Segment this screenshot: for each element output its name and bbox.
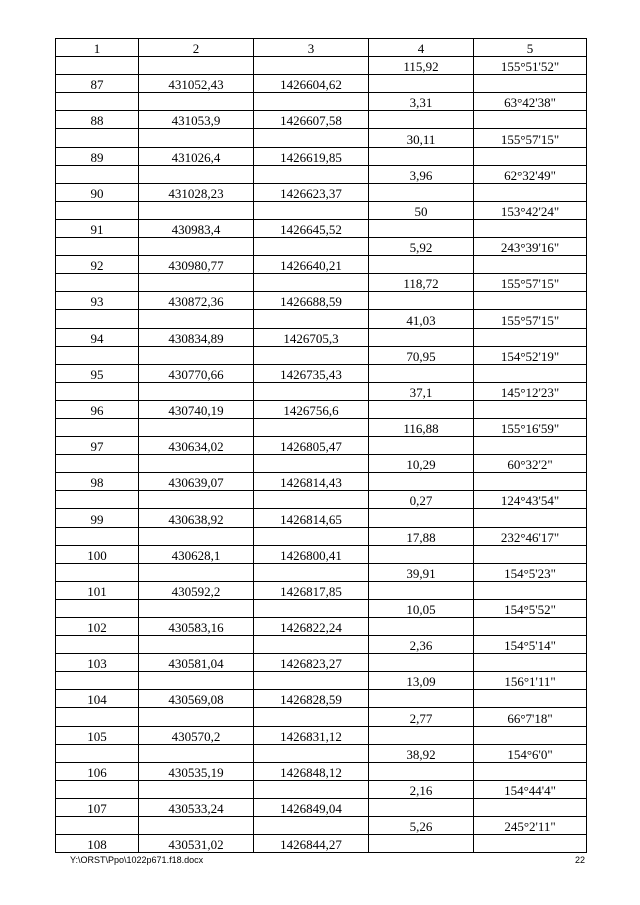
table-cell <box>139 563 254 581</box>
table-row <box>56 835 587 853</box>
table-cell: 155°51'52" <box>474 57 587 75</box>
table-row <box>56 274 587 292</box>
table-row <box>56 437 587 455</box>
table-cell <box>369 762 474 780</box>
table-cell: 1426844,27 <box>254 835 369 853</box>
table-cell <box>369 75 474 93</box>
table-cell <box>369 147 474 165</box>
table-row <box>56 690 587 708</box>
table-row <box>56 473 587 491</box>
table-cell <box>369 111 474 129</box>
table-row <box>56 328 587 346</box>
table-cell: 1426623,37 <box>254 183 369 201</box>
table-cell: 430872,36 <box>139 292 254 310</box>
table-cell: 60°32'2" <box>474 455 587 473</box>
table-cell: 243°39'16" <box>474 238 587 256</box>
table-cell <box>56 418 139 436</box>
table-cell <box>56 527 139 545</box>
table-cell: 10,05 <box>369 599 474 617</box>
table-row <box>56 509 587 527</box>
table-cell: 88 <box>56 111 139 129</box>
table-cell <box>369 835 474 853</box>
table-cell: 3,96 <box>369 165 474 183</box>
table-cell: 5,26 <box>369 817 474 835</box>
table-cell: 39,91 <box>369 563 474 581</box>
table-cell <box>56 129 139 147</box>
table-cell: 95 <box>56 364 139 382</box>
table-cell <box>369 400 474 418</box>
table-cell: 154°5'52" <box>474 599 587 617</box>
table-cell <box>56 310 139 328</box>
table-cell <box>139 418 254 436</box>
table-cell: 106 <box>56 762 139 780</box>
table-cell <box>254 129 369 147</box>
table-cell: 124°43'54" <box>474 491 587 509</box>
table-cell <box>474 726 587 744</box>
table-cell <box>139 274 254 292</box>
table-row <box>56 93 587 111</box>
table-cell: 1426645,52 <box>254 219 369 237</box>
table-cell <box>139 310 254 328</box>
table-cell <box>139 744 254 762</box>
table-cell <box>254 636 369 654</box>
table-cell <box>139 165 254 183</box>
table-header-row <box>56 39 587 57</box>
table-cell: 145°12'23" <box>474 382 587 400</box>
table-cell: 93 <box>56 292 139 310</box>
table-cell <box>139 672 254 690</box>
table-cell: 90 <box>56 183 139 201</box>
table-cell <box>139 527 254 545</box>
table-cell <box>474 545 587 563</box>
table-cell: 153°42'24" <box>474 201 587 219</box>
table-cell <box>474 618 587 636</box>
table-cell: 99 <box>56 509 139 527</box>
table-row <box>56 581 587 599</box>
table-cell: 154°52'19" <box>474 346 587 364</box>
table-cell <box>56 599 139 617</box>
table-cell <box>56 93 139 111</box>
table-row <box>56 382 587 400</box>
table-cell: 3,31 <box>369 93 474 111</box>
table-cell <box>254 346 369 364</box>
table-cell <box>254 527 369 545</box>
table-cell <box>139 817 254 835</box>
table-cell: 104 <box>56 690 139 708</box>
table-cell: 154°5'23" <box>474 563 587 581</box>
table-cell: 50 <box>369 201 474 219</box>
table-cell: 156°1'11" <box>474 672 587 690</box>
header-cell: 5 <box>474 39 587 57</box>
table-cell: 1426800,41 <box>254 545 369 563</box>
table-cell: 116,88 <box>369 418 474 436</box>
table-cell: 1426805,47 <box>254 437 369 455</box>
table-row <box>56 744 587 762</box>
table-cell <box>139 491 254 509</box>
table-row <box>56 238 587 256</box>
table-cell <box>56 672 139 690</box>
table-cell <box>254 310 369 328</box>
table-cell <box>369 618 474 636</box>
table-cell: 30,11 <box>369 129 474 147</box>
table-cell <box>369 798 474 816</box>
table-cell: 430834,89 <box>139 328 254 346</box>
table-cell: 107 <box>56 798 139 816</box>
table-cell: 10,29 <box>369 455 474 473</box>
table-cell: 430533,24 <box>139 798 254 816</box>
table-cell <box>474 762 587 780</box>
table-cell <box>139 708 254 726</box>
table-cell <box>254 817 369 835</box>
table-row <box>56 75 587 93</box>
table-cell: 155°57'15" <box>474 310 587 328</box>
table-row <box>56 147 587 165</box>
table-cell <box>139 201 254 219</box>
table-cell: 154°6'0" <box>474 744 587 762</box>
table-cell: 98 <box>56 473 139 491</box>
table-cell <box>139 129 254 147</box>
table-row <box>56 708 587 726</box>
table-cell <box>254 491 369 509</box>
table-cell <box>56 238 139 256</box>
table-cell <box>369 654 474 672</box>
table-cell <box>474 328 587 346</box>
table-cell <box>474 75 587 93</box>
table-cell: 115,92 <box>369 57 474 75</box>
table-cell: 1426756,6 <box>254 400 369 418</box>
table-cell <box>474 219 587 237</box>
table-cell <box>474 509 587 527</box>
table-cell: 154°44'4" <box>474 780 587 798</box>
table-cell <box>474 690 587 708</box>
table-cell: 105 <box>56 726 139 744</box>
table-row <box>56 527 587 545</box>
table-cell <box>474 292 587 310</box>
table-cell: 1426619,85 <box>254 147 369 165</box>
table-cell <box>474 183 587 201</box>
table-row <box>56 292 587 310</box>
table-cell <box>369 509 474 527</box>
table-cell <box>254 744 369 762</box>
table-cell: 430569,08 <box>139 690 254 708</box>
table-cell <box>139 636 254 654</box>
table-cell <box>369 726 474 744</box>
table-cell: 1426688,59 <box>254 292 369 310</box>
table-cell: 70,95 <box>369 346 474 364</box>
table-cell: 430628,1 <box>139 545 254 563</box>
table-cell <box>254 599 369 617</box>
table-cell <box>56 563 139 581</box>
table-cell: 430770,66 <box>139 364 254 382</box>
table-cell <box>474 147 587 165</box>
table-cell <box>369 183 474 201</box>
table-row <box>56 219 587 237</box>
table-cell <box>56 744 139 762</box>
table-cell <box>56 382 139 400</box>
table-cell <box>254 57 369 75</box>
table-cell <box>369 581 474 599</box>
table-row <box>56 256 587 274</box>
table-row <box>56 111 587 129</box>
table-cell: 0,27 <box>369 491 474 509</box>
table-cell <box>369 256 474 274</box>
table-row <box>56 310 587 328</box>
table-cell <box>139 455 254 473</box>
table-cell <box>254 418 369 436</box>
table-row <box>56 817 587 835</box>
table-cell <box>56 636 139 654</box>
table-row <box>56 129 587 147</box>
table-cell: 92 <box>56 256 139 274</box>
table-cell: 1426640,21 <box>254 256 369 274</box>
table-cell: 62°32'49" <box>474 165 587 183</box>
table-cell: 1426814,43 <box>254 473 369 491</box>
table-cell: 430639,07 <box>139 473 254 491</box>
table-cell: 431052,43 <box>139 75 254 93</box>
table-row <box>56 798 587 816</box>
table-cell: 108 <box>56 835 139 853</box>
table-cell <box>254 708 369 726</box>
coordinates-table <box>55 38 587 853</box>
table-cell: 89 <box>56 147 139 165</box>
table-cell <box>474 364 587 382</box>
table-cell: 94 <box>56 328 139 346</box>
table-cell: 431028,23 <box>139 183 254 201</box>
table-row <box>56 654 587 672</box>
header-cell: 3 <box>254 39 369 57</box>
table-cell: 154°5'14" <box>474 636 587 654</box>
table-cell: 1426817,85 <box>254 581 369 599</box>
header-cell: 1 <box>56 39 139 57</box>
table-cell <box>474 581 587 599</box>
table-cell: 66°7'18" <box>474 708 587 726</box>
table-cell: 1426848,12 <box>254 762 369 780</box>
table-cell: 430980,77 <box>139 256 254 274</box>
table-cell <box>56 491 139 509</box>
table-row <box>56 364 587 382</box>
table-row <box>56 762 587 780</box>
table-cell: 245°2'11" <box>474 817 587 835</box>
table-cell <box>474 835 587 853</box>
table-cell: 5,92 <box>369 238 474 256</box>
table-row <box>56 346 587 364</box>
table-cell: 232°46'17" <box>474 527 587 545</box>
table-cell <box>254 382 369 400</box>
table-cell: 155°57'15" <box>474 129 587 147</box>
header-cell: 4 <box>369 39 474 57</box>
table-cell <box>56 274 139 292</box>
table-cell: 2,77 <box>369 708 474 726</box>
table-cell: 431026,4 <box>139 147 254 165</box>
table-cell: 430570,2 <box>139 726 254 744</box>
table-cell: 1426823,27 <box>254 654 369 672</box>
table-cell: 96 <box>56 400 139 418</box>
table-cell: 91 <box>56 219 139 237</box>
table-cell: 1426607,58 <box>254 111 369 129</box>
table-cell: 87 <box>56 75 139 93</box>
table-cell: 2,36 <box>369 636 474 654</box>
table-cell <box>56 165 139 183</box>
table-cell <box>369 219 474 237</box>
table-cell <box>56 708 139 726</box>
table-cell: 430583,16 <box>139 618 254 636</box>
table-cell <box>254 455 369 473</box>
table-cell <box>254 274 369 292</box>
table-cell <box>139 238 254 256</box>
table-cell: 1426735,43 <box>254 364 369 382</box>
table-row <box>56 618 587 636</box>
table-cell <box>369 437 474 455</box>
table-cell <box>139 599 254 617</box>
file-path: Y:\ORST\Ppo\1022p671.f18.docx <box>70 855 204 865</box>
table-cell: 430983,4 <box>139 219 254 237</box>
table-cell: 1426828,59 <box>254 690 369 708</box>
table-cell: 155°16'59" <box>474 418 587 436</box>
table-cell: 37,1 <box>369 382 474 400</box>
table-row <box>56 545 587 563</box>
table-cell: 430531,02 <box>139 835 254 853</box>
table-row <box>56 563 587 581</box>
table-cell: 1426831,12 <box>254 726 369 744</box>
table-cell <box>369 690 474 708</box>
table-row <box>56 491 587 509</box>
table-cell <box>254 238 369 256</box>
table-cell <box>56 57 139 75</box>
page-number: 22 <box>574 855 585 865</box>
table-cell <box>139 382 254 400</box>
table-cell: 100 <box>56 545 139 563</box>
table-cell <box>254 780 369 798</box>
table-row <box>56 201 587 219</box>
table-cell <box>254 93 369 111</box>
table-cell: 1426814,65 <box>254 509 369 527</box>
table-cell <box>254 201 369 219</box>
table-row <box>56 636 587 654</box>
table-cell <box>56 780 139 798</box>
table-cell <box>474 256 587 274</box>
table-cell: 430535,19 <box>139 762 254 780</box>
table-row <box>56 455 587 473</box>
table-cell <box>56 455 139 473</box>
table-cell <box>56 346 139 364</box>
table-cell: 41,03 <box>369 310 474 328</box>
table-cell: 430634,02 <box>139 437 254 455</box>
table-row <box>56 726 587 744</box>
table-row <box>56 780 587 798</box>
table-cell: 431053,9 <box>139 111 254 129</box>
table-cell: 38,92 <box>369 744 474 762</box>
table-cell: 17,88 <box>369 527 474 545</box>
table-row <box>56 672 587 690</box>
table-cell: 1426849,04 <box>254 798 369 816</box>
table-cell: 101 <box>56 581 139 599</box>
table-cell: 13,09 <box>369 672 474 690</box>
table-row <box>56 418 587 436</box>
table-cell <box>474 437 587 455</box>
table-cell <box>369 364 474 382</box>
table-cell: 97 <box>56 437 139 455</box>
table-cell <box>474 798 587 816</box>
table-cell: 2,16 <box>369 780 474 798</box>
table-cell <box>474 473 587 491</box>
table-cell: 1426822,24 <box>254 618 369 636</box>
table-body <box>56 57 587 853</box>
table-cell <box>254 672 369 690</box>
table-cell <box>139 57 254 75</box>
table-cell <box>56 817 139 835</box>
table-cell <box>369 473 474 491</box>
table-cell <box>369 292 474 310</box>
table-cell: 63°42'38" <box>474 93 587 111</box>
table-cell <box>474 400 587 418</box>
table-cell: 1426604,62 <box>254 75 369 93</box>
table-row <box>56 165 587 183</box>
table-cell: 430638,92 <box>139 509 254 527</box>
table-cell: 102 <box>56 618 139 636</box>
table-cell: 155°57'15" <box>474 274 587 292</box>
table-cell: 103 <box>56 654 139 672</box>
table-cell <box>369 328 474 346</box>
table-cell <box>139 93 254 111</box>
header-cell: 2 <box>139 39 254 57</box>
table-cell: 430592,2 <box>139 581 254 599</box>
table-row <box>56 400 587 418</box>
table-cell: 118,72 <box>369 274 474 292</box>
table-row <box>56 599 587 617</box>
table-cell: 1426705,3 <box>254 328 369 346</box>
table-cell <box>139 780 254 798</box>
table-row <box>56 183 587 201</box>
table-cell <box>139 346 254 364</box>
table-cell: 430740,19 <box>139 400 254 418</box>
table-cell <box>254 563 369 581</box>
table-cell <box>474 654 587 672</box>
table-cell <box>56 201 139 219</box>
table-cell <box>474 111 587 129</box>
table-row <box>56 57 587 75</box>
table-cell: 430581,04 <box>139 654 254 672</box>
table-cell <box>254 165 369 183</box>
table-cell <box>369 545 474 563</box>
